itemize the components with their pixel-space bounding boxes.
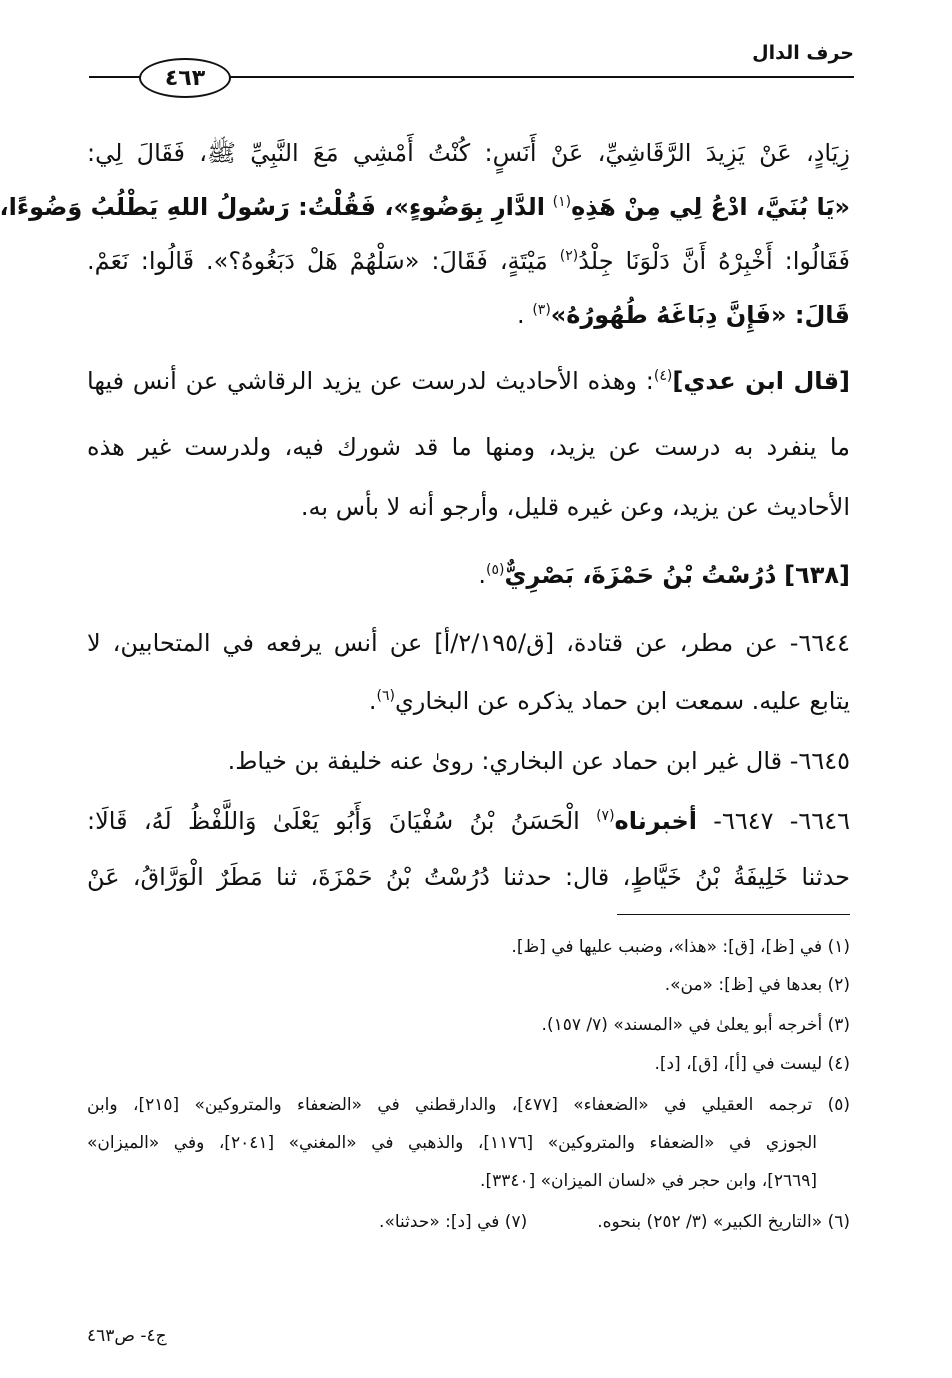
footnote-2: (٢) بعدها في [ظ]: «من».: [664, 975, 850, 995]
footnote-ref-1: (١): [552, 194, 572, 210]
hadith-6645: ٦٦٤٥- قال غير ابن حماد عن البخاري: روىٰ عنه خليفة بن خياط.: [227, 747, 850, 775]
footnote-7: (٧) في [د]: «حدثنا».: [379, 1212, 528, 1232]
hadith-6644-text: يتابع عليه. سمعت ابن حماد يذكره عن البخاري: [394, 687, 850, 715]
footnote-6: (٦) «التاريخ الكبير» (٣/ ٢٥٢) بنحوه.: [597, 1212, 850, 1232]
hadith-6646-prefix: ٦٦٤٦- ٦٦٤٧-: [713, 807, 850, 835]
footnote-ref-6: (٦): [376, 688, 395, 704]
footnote-5-line-2: الجوزي في «الضعفاء والمتروكين» [١١٧٦]، والذهبي في «المغني» [٢٠٤١]، وفي «الميزان»: [87, 1133, 818, 1153]
hadith-6644-line-1: ٦٦٤٤- عن مطر، عن قتادة، [ق/٢/١٩٥/أ] عن أنس يرفعه في المتحابين، لا: [87, 629, 850, 657]
footnote-ref-5: (٥): [485, 562, 505, 578]
hadith-6646-line-1: [87, 806, 850, 836]
ibn-adi-line-1: [87, 366, 850, 396]
footnote-ref-2: (٢): [559, 248, 579, 264]
hadith-6644-end: .: [368, 687, 377, 715]
footnote-separator: [617, 914, 850, 915]
hadith-6646-line-2: حدثنا خَلِيفَةُ بْنُ خَيَّاطٍ، قال: حدثنا دُرُسْتُ بْنُ حَمْزَةَ، ثنا مَطَرٌ الْوَرَّاقُ، عَنْ: [87, 863, 850, 891]
ibn-adi-text-1: : وهذه الأحاديث لدرست عن يزيد الرقاشي عن أنس فيها: [87, 367, 654, 395]
quote-part-2: الدَّارِ بِوَضُوءٍ»، فَقُلْتُ: رَسُولُ اللهِ يَطْلُبُ وَضُوءًا،: [0, 193, 546, 221]
hadith-6646-rest: الْحَسَنُ بْنُ سُفْيَانَ وَأَبُو يَعْلَىٰ وَاللَّفْظُ لَهُ، قَالَا:: [87, 807, 580, 835]
footnote-ref-4: (٤): [653, 368, 673, 384]
ibn-adi-line-3: الأحاديث عن يزيد، وعن غيره قليل، وأرجو أنه لا بأس به.: [300, 493, 850, 521]
page-number-oval: [139, 58, 231, 98]
running-header-title: حرف الدال: [752, 42, 854, 64]
body-line-4: [87, 300, 850, 330]
footnote-5-line-1: (٥) ترجمه العقيلي في «الضعفاء» [٤٧٧]، والدارقطني في «الضعفاء والمتروكين» [٢١٥]، وابن: [87, 1095, 850, 1115]
ibn-adi-label: [قال ابن عدي]: [672, 367, 850, 395]
footnote-5-line-3: [٢٦٦٩]، وابن حجر في «لسان الميزان» [٣٣٤٠].: [480, 1171, 817, 1191]
line4-end: .: [517, 301, 525, 329]
line3-part-1: فَقَالُوا: أَخْبِرْهُ أَنَّ دَلْوَنَا جِلْدُ: [578, 247, 851, 275]
footnote-3: (٣) أخرجه أبو يعلىٰ في «المسند» (٧/ ١٥٧).: [541, 1015, 850, 1035]
entry-number: [٦٣٨]: [784, 561, 850, 589]
page-number: ٤٦٣: [164, 65, 206, 91]
ibn-adi-line-2: ما ينفرد به درست عن يزيد، ومنها ما قد شورك فيه، ولدرست غير هذه: [87, 433, 850, 461]
entry-end: .: [478, 561, 486, 589]
line3-part-2: مَيْتَةٍ، فَقَالَ: «سَلْهُمْ هَلْ دَبَغُوهُ؟». قَالُوا: نَعَمْ.: [87, 247, 548, 275]
footnote-4: (٤) ليست في [أ]، [ق]، [د].: [654, 1054, 850, 1074]
footnote-6-7: [87, 1210, 850, 1234]
akhbarana: أخبرناه: [614, 807, 697, 835]
quote-part-1: «يَا بُنَيَّ، ادْعُ لِي مِنْ هَذِهِ: [571, 193, 850, 221]
entry-name: دُرُسْتُ بْنُ حَمْزَةَ، بَصْرِيٌّ: [504, 561, 777, 589]
footnote-1: (١) في [ظ]، [ق]: «هذا»، وضبب عليها في [ظ].: [511, 937, 850, 957]
body-line-2: [0, 192, 850, 222]
hadith-6644-line-2: [87, 686, 850, 716]
line4-quote: قَالَ: «فَإِنَّ دِبَاغَهُ طُهُورُهُ»: [550, 301, 850, 329]
page-footer: ج٤- ص٤٦٣: [87, 1326, 167, 1346]
footnote-ref-3: (٣): [532, 302, 551, 318]
footnote-ref-7: (٧): [596, 808, 615, 824]
body-line-3: [87, 246, 850, 276]
body-line-1: زِيَادٍ، عَنْ يَزِيدَ الرَّقَاشِيِّ، عَنْ أَنَسٍ: كُنْتُ أَمْشِي مَعَ النَّبِيِّ ﷺ، فَقَالَ لِي:: [87, 139, 850, 167]
entry-heading: [87, 560, 850, 590]
